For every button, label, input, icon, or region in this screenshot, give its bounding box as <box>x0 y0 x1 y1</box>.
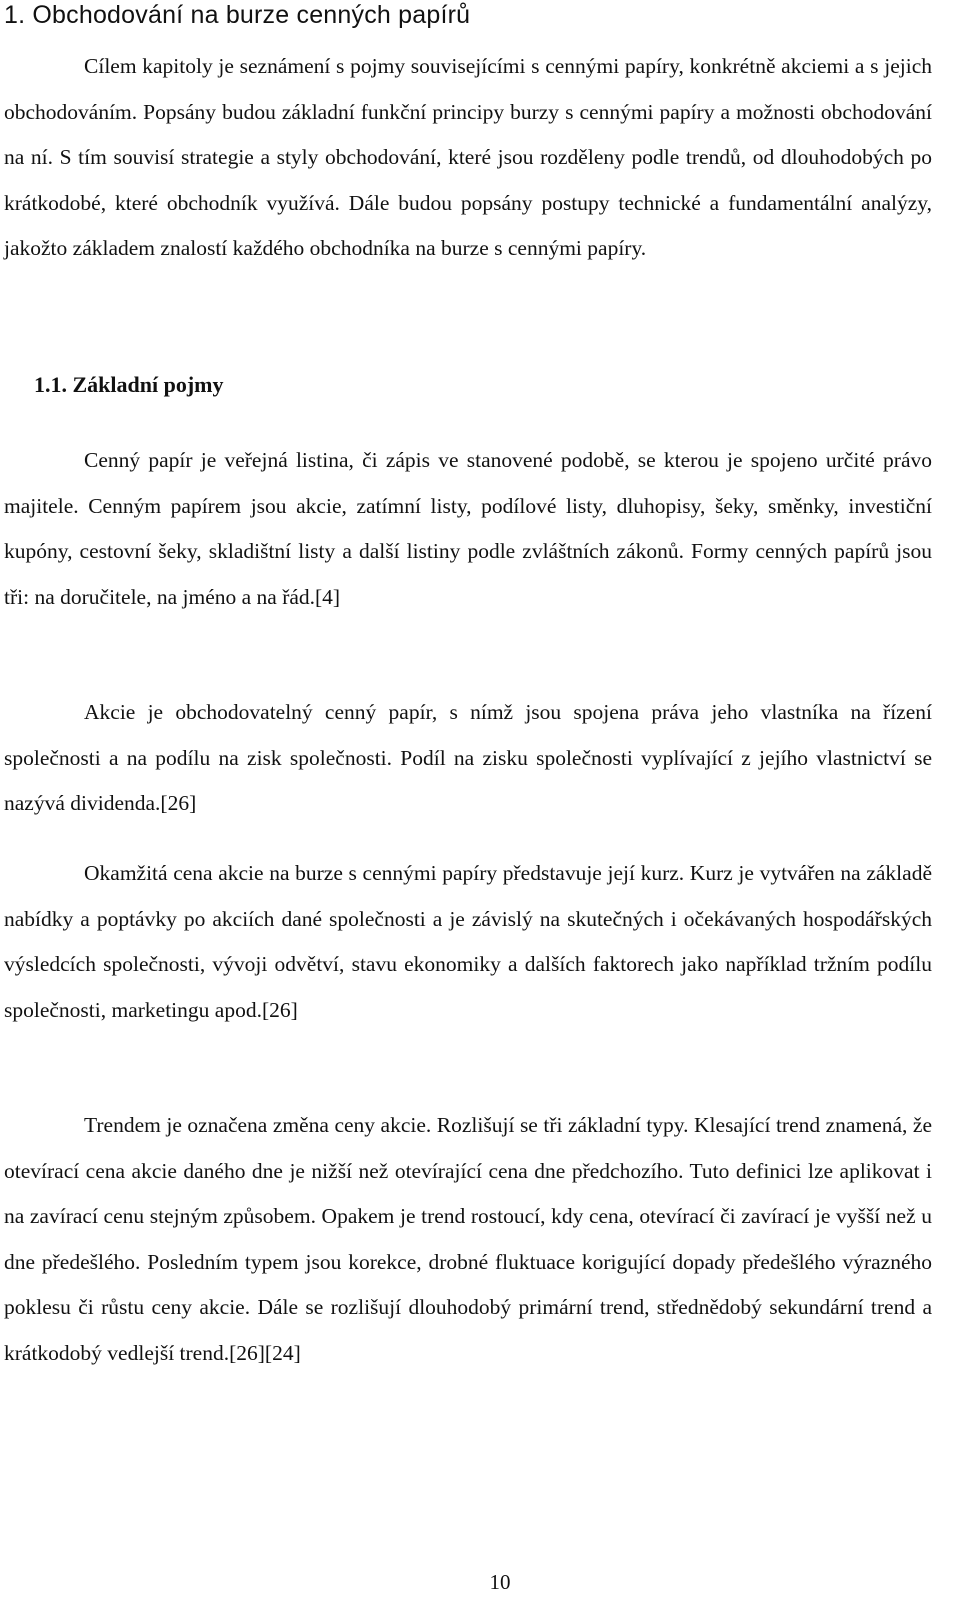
chapter-heading: 1. Obchodování na burze cenných papírů <box>4 1 471 29</box>
paragraph-trend: Trendem je označena změna ceny akcie. Rozlišují se tři základní typy. Klesající trend znamená, že otevírací cena akcie daného dne je nižší než otevírající cena dne předchozího. Tuto definici lze aplikovat i na zavírací cenu stejným způsobem. Opakem je trend rostoucí, kdy cena, otevírací či zavírací je vyšší než u dne předešlého. Posledním typem jsou korekce, drobné fluktuace korigující dopady předešlého výrazného poklesu či růstu ceny akcie. Dále se rozlišují dlouhodobý primární trend, střednědobý sekundární trend a krátkodobý vedlejší trend.[26][24] <box>4 1113 932 1365</box>
paragraph-kurz: Okamžitá cena akcie na burze s cennými papíry představuje její kurz. Kurz je vytvářen na základě nabídky a poptávky po akciích dané společnosti a je závislý na skutečných i očekávaných hospodářských výsledcích společnosti, vývoji odvětví, stavu ekonomiky a dalších faktorech jako například tržním podílu společnosti, marketingu apod.[26] <box>4 861 932 1022</box>
paragraph-akcie: Akcie je obchodovatelný cenný papír, s nímž jsou spojena práva jeho vlastníka na řízení společnosti a na podílu na zisk společnosti. Podíl na zisku společnosti vyplívající z jejího vlastnictví se nazývá dividenda.[26] <box>4 700 932 815</box>
page-number: 10 <box>489 1570 511 1594</box>
chapter-intro-paragraph: Cílem kapitoly je seznámení s pojmy souvisejícími s cennými papíry, konkrétně akciemi a s jejich obchodováním. Popsány budou základní funkční principy burzy s cennými papíry a možnosti obchodování na ní. S tím souvisí strategie a styly obchodování, které jsou rozděleny podle trendů, od dlouhodobých po krátkodobé, které obchodník využívá. Dále budou popsány postupy technické a fundamentální analýzy, jakožto základem znalostí každého obchodníka na burze s cennými papíry. <box>4 54 932 260</box>
section-heading: 1.1. Základní pojmy <box>34 372 224 397</box>
paragraph-cenny-papir: Cenný papír je veřejná listina, či zápis ve stanovené podobě, se kterou je spojeno určité právo majitele. Cenným papírem jsou akcie, zatímní listy, podílové listy, dluhopisy, šeky, směnky, investiční kupóny, cestovní šeky, skladištní listy a další listiny podle zvláštních zákonů. Formy cenných papírů jsou tři: na doručitele, na jméno a na řád.[4] <box>4 448 932 609</box>
